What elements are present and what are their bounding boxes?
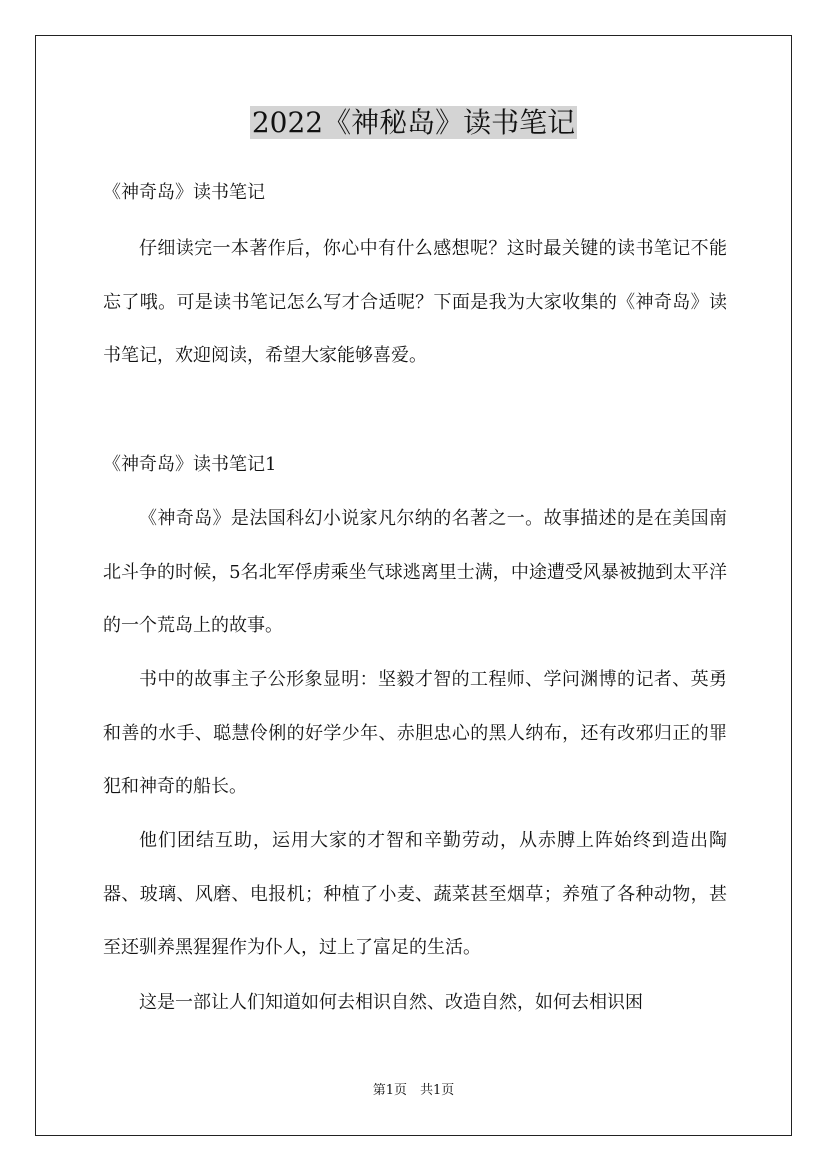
- document-title-text: 2022《神秘岛》读书笔记: [251, 106, 576, 139]
- intro-paragraph: 仔细读完一本著作后，你心中有什么感想呢？这时最关键的读书笔记不能忘了哦。可是读书笔记怎么写才合适呢？下面是我为大家收集的《神奇岛》读书笔记，欢迎阅读，希望大家能够喜爱。: [103, 238, 727, 366]
- section1-paragraph-2: 书中的故事主子公形象显明：坚毅才智的工程师、学问渊博的记者、英勇和善的水手、聪慧伶俐的好学少年、赤胆忠心的黑人纳布，还有改邪归正的罪犯和神奇的船长。: [103, 669, 727, 797]
- intro-heading: 《神奇岛》读书笔记: [103, 182, 265, 203]
- page-footer: 第1页 共1页: [372, 1083, 455, 1098]
- document-title: [0, 101, 827, 145]
- section1-paragraph-4: 这是一部让人们知道如何去相识自然、改造自然，如何去相识困: [139, 992, 643, 1013]
- section1-paragraph-3: 他们团结互助，运用大家的才智和辛勤劳动，从赤膊上阵始终到造出陶器、玻璃、风磨、电报机；种植了小麦、蔬菜甚至烟草；养殖了各种动物，甚至还驯养黑猩猩作为仆人，过上了富足的生活。: [103, 830, 727, 958]
- section1-paragraph-1: 《神奇岛》是法国科幻小说家凡尔纳的名著之一。故事描述的是在美国南北斗争的时候，5名北军俘虏乘坐气球逃离里士满，中途遭受风暴被抛到太平洋的一个荒岛上的故事。: [103, 508, 727, 636]
- section1-heading: 《神奇岛》读书笔记1: [103, 454, 277, 475]
